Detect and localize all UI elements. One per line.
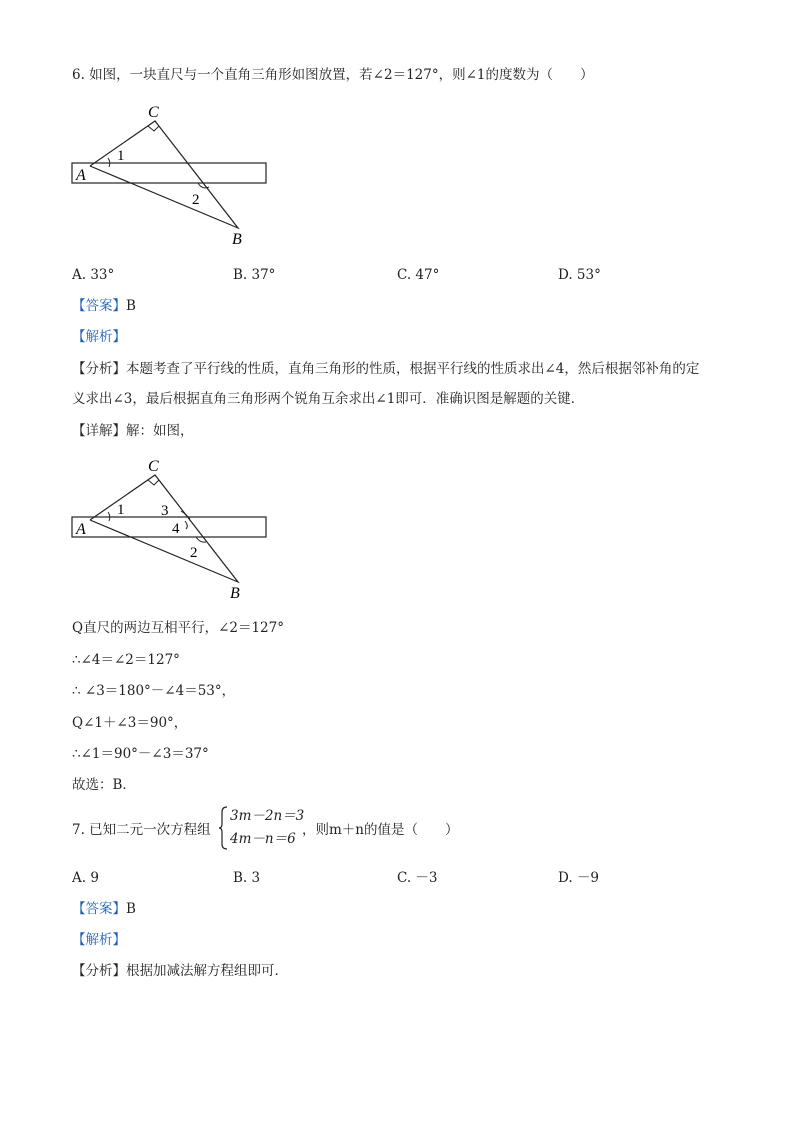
label-3: 3 (161, 503, 169, 519)
q7-answer-tag: 【答案】 (72, 901, 126, 917)
q6-step5: ∴∠1＝90°－∠3＝37° (72, 746, 209, 762)
q6-step3: ∴ ∠3＝180°－∠4＝53°， (72, 683, 236, 699)
label-C: C (148, 104, 159, 121)
label-A: A (76, 167, 86, 184)
q7-option-b: B. 3 (233, 870, 261, 886)
q6-option-b: B. 37° (233, 267, 276, 283)
q6-figure (68, 100, 278, 250)
q6-option-c: C. 47° (397, 267, 440, 283)
q7-answer-value: B (126, 901, 136, 917)
triangle-outline (90, 121, 238, 228)
answer-tag: 【答案】 (72, 298, 126, 314)
label-1: 1 (117, 148, 125, 164)
q7-analysis-tag: 【解析】 (72, 932, 126, 948)
label-2: 2 (192, 192, 200, 208)
q6-stem: 6. 如图，一块直尺与一个直角三角形如图放置，若∠2＝127°，则∠1的度数为（ ） (72, 67, 594, 83)
q6-answer (72, 297, 136, 315)
q6-detail-figure (68, 453, 278, 603)
q6-analysis-tag: 【解析】 (72, 329, 126, 345)
brace-icon (218, 806, 228, 850)
label-C-2: C (148, 458, 159, 475)
angle3-arc (181, 511, 190, 519)
ruler-rect-2 (72, 517, 266, 537)
q6-detail (72, 422, 194, 440)
fenxi-tag: 【分析】 (72, 361, 126, 377)
q7-eq1: 3m－2n＝3 (230, 808, 305, 824)
q7-option-d: D. －9 (558, 870, 600, 886)
q6-step2: ∴∠4＝∠2＝127° (72, 652, 180, 668)
q7-option-a: A. 9 (72, 870, 99, 886)
label-A-2: A (76, 521, 86, 538)
q7-equation-system (218, 805, 305, 851)
detail-intro: 解：如图， (126, 423, 194, 439)
q6-conclusion: 故选：B． (72, 777, 136, 793)
q7-stem-prefix: 7. 已知二元一次方程组 (72, 822, 211, 838)
q6-step1: Q直尺的两边互相平行，∠2＝127° (72, 620, 284, 636)
ruler-rect (72, 163, 266, 183)
q7-fenxi-tag: 【分析】 (72, 963, 126, 979)
detail-tag: 【详解】 (72, 423, 126, 439)
q6-option-d: D. 53° (558, 267, 601, 283)
label-B: B (232, 231, 242, 248)
q7-fenxi-text: 根据加减法解方程组即可． (126, 963, 288, 979)
q7-stem-suffix: ，则m＋n的值是（ ） (302, 822, 459, 838)
fenxi-text-1: 本题考查了平行线的性质，直角三角形的性质，根据平行线的性质求出∠4，然后根据邻补角的定 (126, 361, 700, 377)
q7-answer (72, 900, 136, 918)
label-2-2: 2 (190, 545, 198, 561)
label-1-2: 1 (117, 502, 125, 518)
answer-value: B (126, 298, 136, 314)
q6-step4: Q∠1＋∠3＝90°， (72, 715, 188, 731)
q6-fenxi-line1 (72, 360, 699, 378)
right-angle-marker (148, 126, 159, 131)
right-angle-marker-2 (148, 480, 159, 485)
q7-eq2: 4m－n＝6 (230, 831, 296, 847)
q7-option-c: C. －3 (397, 870, 438, 886)
label-4: 4 (172, 521, 180, 537)
angle4-arc (185, 521, 187, 529)
label-B-2: B (230, 585, 240, 602)
triangle-outline-2 (90, 475, 238, 582)
q6-option-a: A. 33° (72, 267, 115, 283)
q7-fenxi (72, 962, 288, 980)
q6-fenxi-line2: 义求出∠3，最后根据直角三角形两个锐角互余求出∠1即可．准确识图是解题的关键． (72, 391, 585, 407)
